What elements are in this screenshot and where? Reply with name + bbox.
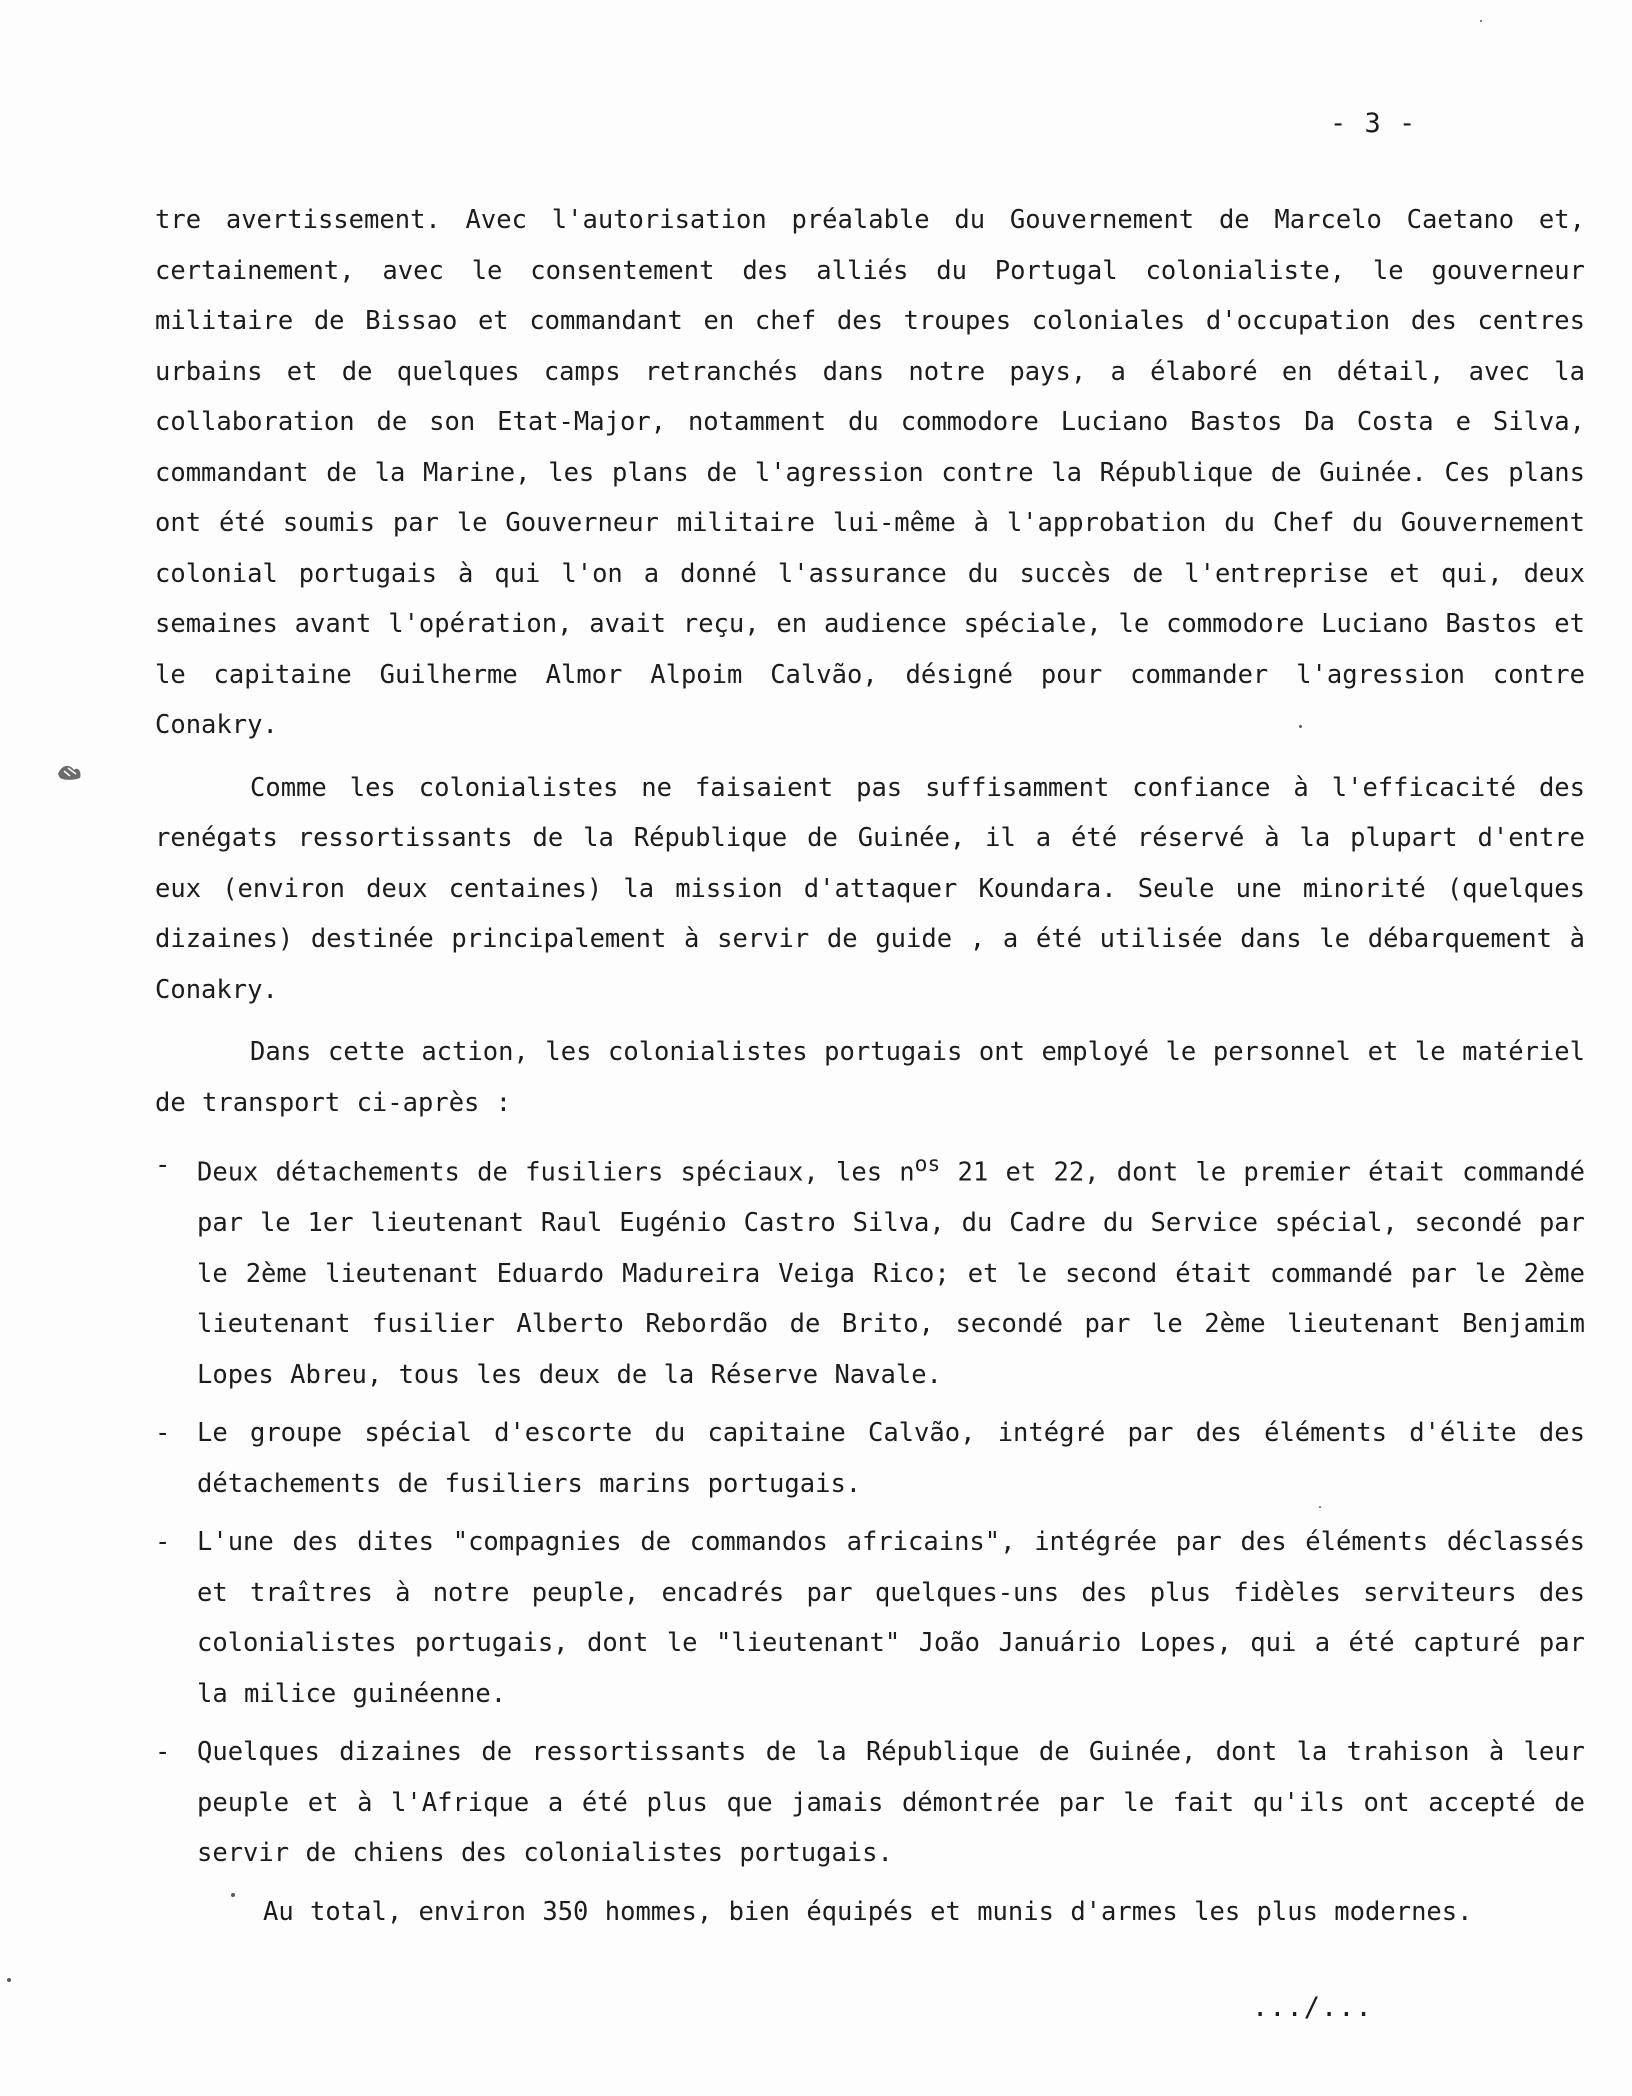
body-text: [155, 195, 1585, 1937]
scan-speck: [1480, 20, 1482, 22]
list-item-1-superscript: os: [914, 1152, 941, 1177]
list-item-3-text: L'une des dites "compagnies de commandos africains", intégrée par des éléments déclassés et traîtres à notre peuple, encadrés par quelques-uns des plus fidèles serviteurs des colonialistes portugais, dont le "lieutenant" João Januário Lopes, qui a été capturé par la milice guinéenne.: [197, 1527, 1585, 1709]
list-item: [155, 1408, 1585, 1509]
scan-speck: [1319, 1506, 1321, 1508]
ink-smudge-icon: [56, 762, 84, 782]
scan-speck: [1299, 725, 1302, 728]
list-dash: -: [155, 1150, 171, 1180]
list-item: [155, 1517, 1585, 1719]
list-item-1-text-start: Deux détachements de fusiliers spéciaux, les n: [197, 1157, 915, 1188]
paragraph-2: Comme les colonialistes ne faisaient pas suffisamment confiance à l'efficacité des renégats ressortissants de la République de Guinée, il a été réservé à la plupart d'entre eux (environ deux centaines) la mission d'attaquer Koundara. Seule une minorité (quelques dizaines) destinée principalement à servir de guide , a été utilisée dans le débarquement à Conakry.: [155, 772, 1585, 1005]
list-item: [155, 1140, 1585, 1400]
paragraph-3: Dans cette action, les colonialistes portugais ont employé le personnel et le matériel de transport ci-après :: [155, 1037, 1585, 1118]
list-item-4-text: Quelques dizaines de ressortissants de la République de Guinée, dont la trahison à leur peuple et à l'Afrique a été plus que jamais démontrée par le fait qu'ils ont accepté de servir de chiens des colonialistes portugais.: [197, 1737, 1585, 1868]
personnel-list: [155, 1140, 1585, 1879]
scan-speck: [231, 1893, 235, 1897]
list-item-1-text-end: 21 et 22, dont le premier était commandé par le 1er lieutenant Raul Eugénio Castro Silva, du Cadre du Service spécial, secondé par le 2ème lieutenant Eduardo Madureira Veiga Rico; et le second était commandé par le 2ème lieutenant fusilier Alberto Rebordão de Brito, secondé par le 2ème lieutenant Benjamim Lopes Abreu, tous les deux de la Réserve Navale.: [197, 1157, 1585, 1390]
list-dash: -: [155, 1527, 171, 1557]
total-paragraph: Au total, environ 350 hommes, bien équipés et munis d'armes les plus modernes.: [263, 1896, 1473, 1927]
page-number: - 3 -: [1330, 108, 1417, 139]
list-dash: -: [155, 1737, 171, 1767]
list-dash: -: [155, 1418, 171, 1448]
paragraph-1: tre avertissement. Avec l'autorisation préalable du Gouvernement de Marcelo Caetano et, certainement, avec le consentement des alliés du Portugal colonialiste, le gouverneur militaire de Bissao et commandant en chef des troupes coloniales d'occupation des centres urbains et de quelques camps retranchés dans notre pays, a élaboré en détail, avec la collaboration de son Etat-Major, notamment du commodore Luciano Bastos Da Costa e Silva, commandant de la Marine, les plans de l'agression contre la République de Guinée. Ces plans ont été soumis par le Gouverneur militaire lui-même à l'approbation du Chef du Gouvernement colonial portugais à qui l'on a donné l'assurance du succès de l'entreprise et qui, deux semaines avant l'opération, avait reçu, en audience spéciale, le commodore Luciano Bastos et le capitaine Guilherme Almor Alpoim Calvão, désigné pour commander l'agression contre Conakry.: [155, 205, 1585, 740]
continuation-mark: .../...: [1252, 1992, 1373, 2023]
list-item-2-text: Le groupe spécial d'escorte du capitaine Calvão, intégré par des éléments d'élite des détachements de fusiliers marins portugais.: [197, 1418, 1585, 1499]
list-item: [155, 1727, 1585, 1879]
scan-speck: [7, 1978, 11, 1982]
